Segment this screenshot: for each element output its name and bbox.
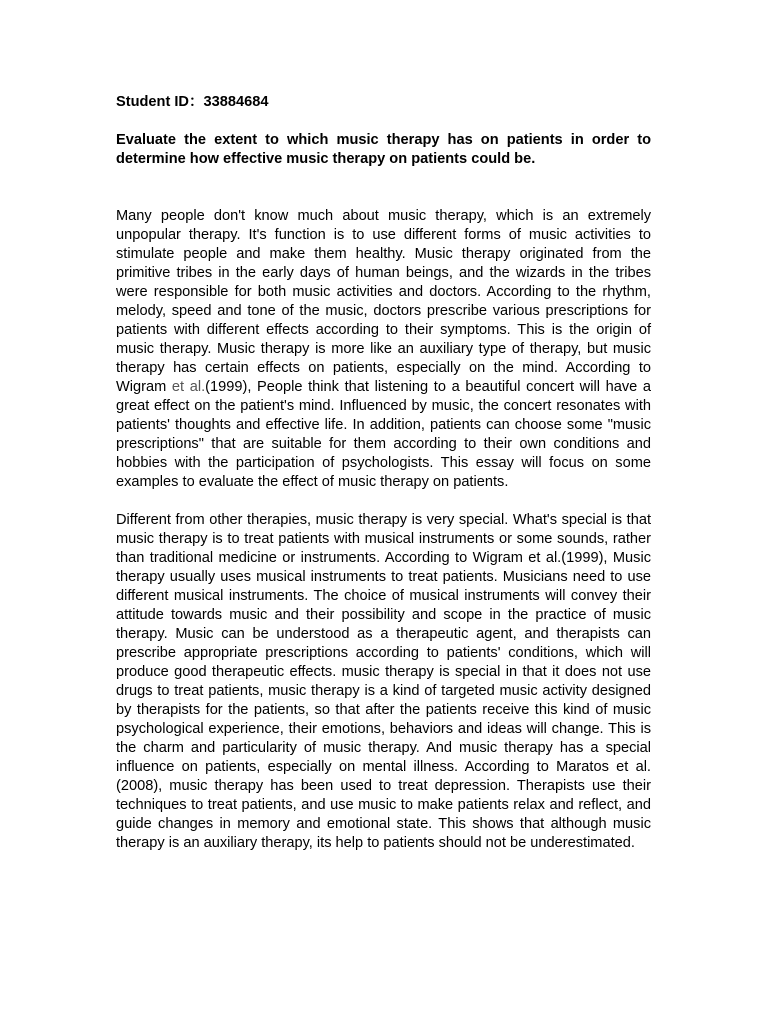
paragraph-1-text-a: Many people don't know much about music therapy, which is an extremely unpopular therapy. It's function is to use different forms of music activities to stimulate people and make them healthy. Music therapy originated from the primitive tribes in the early days of human beings, and the wizards in the tribes were responsible for both music activities and doctors. According to the rhythm, melody, speed and tone of the music, doctors prescribe various prescriptions for patients with different effects according to their symptoms. This is the origin of music therapy. Music therapy is more like an auxiliary type of therapy, but music therapy has certain effects on patients, especially on the mind. According to Wigram: [116, 208, 651, 395]
student-id: Student ID：33884684: [116, 94, 269, 110]
document-page: [116, 93, 651, 853]
paragraph-1-etal: et al.: [171, 379, 206, 395]
paragraph-1: [116, 207, 651, 492]
paragraph-2: Different from other therapies, music therapy is very special. What's special is that music therapy is to treat patients with musical instruments or some sounds, rather than traditional medicine or instruments. According to Wigram et al.(1999), Music therapy usually uses musical instruments to treat patients. Musicians need to use different musical instruments. The choice of musical instruments will convey their attitude towards music and their possibility and scope in the practice of music therapy. Music can be understood as a therapeutic agent, and therapists can prescribe appropriate prescriptions according to patients' conditions, which will produce good therapeutic effects. music therapy is special in that it does not use drugs to treat patients, music therapy is a kind of targeted music activity designed by therapists for the patients, so that after the patients receive this kind of music psychological experience, their emotions, behaviors and ideas will change. This is the charm and particularity of music therapy. And music therapy has a special influence on patients, especially on mental illness. According to Maratos et al.(2008), music therapy has been used to treat depression. Therapists use their techniques to treat patients, and use music to make patients relax and reflect, and guide changes in memory and emotional state. This shows that although music therapy is an auxiliary therapy, its help to patients should not be underestimated.: [116, 512, 651, 851]
essay-title: Evaluate the extent to which music therapy has on patients in order to determine how effective music therapy on patients could be.: [116, 132, 651, 167]
paragraph-1-text-b: (1999), People think that listening to a beautiful concert will have a great effect on the patient's mind. Influenced by music, the concert resonates with patients' thoughts and effective life. In addition, patients can choose some "music prescriptions" that are suitable for them according to their own conditions and hobbies with the participation of psychologists. This essay will focus on some examples to evaluate the effect of music therapy on patients.: [116, 379, 652, 490]
